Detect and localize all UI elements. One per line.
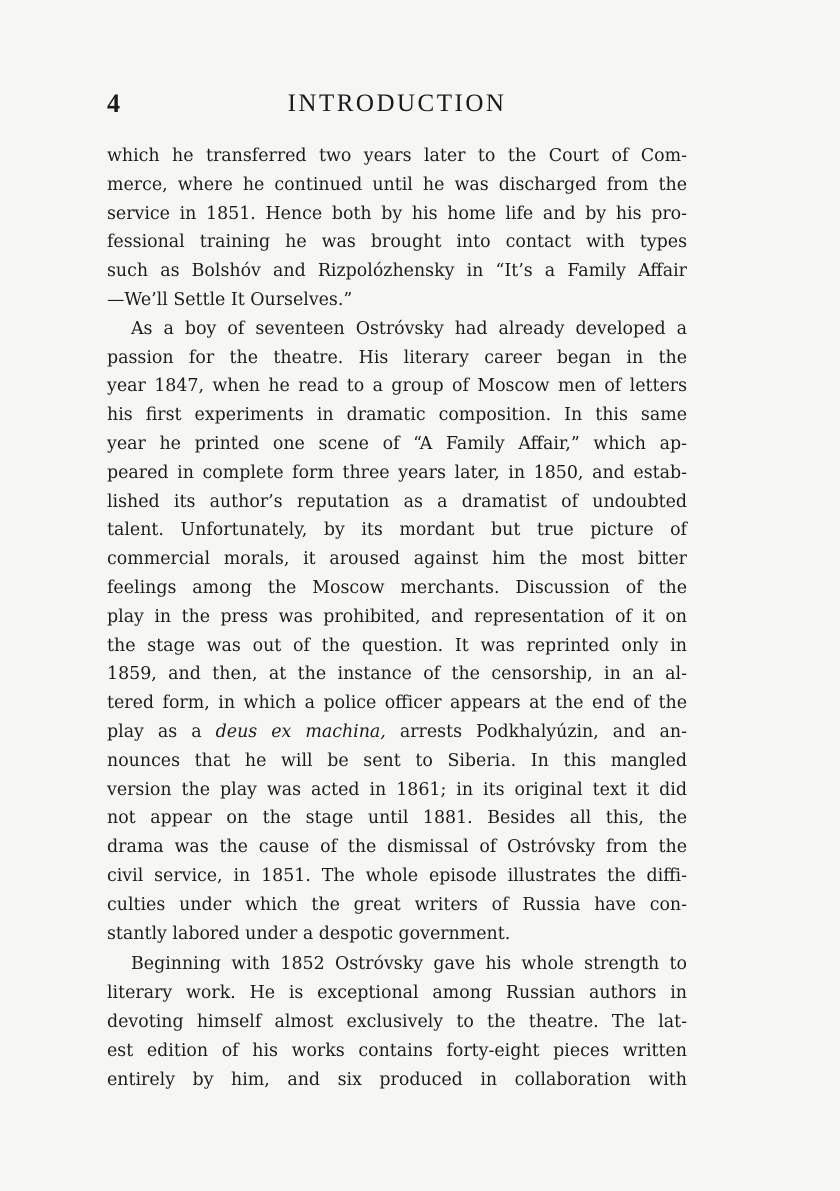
text-line: —We’ll Settle It Ourselves.”	[107, 289, 353, 310]
text-line: As a boy of seventeen Ostróvsky had already developed a	[131, 318, 687, 339]
text-line: version the play was acted in 1861; in its original text it did	[107, 779, 687, 800]
text-line: fessional training he was brought into contact with types	[107, 232, 687, 253]
page-number: 4	[107, 89, 120, 118]
running-head: INTRODUCTION	[287, 90, 507, 117]
text-segment: arrests Podkhalyúzin, and an-	[385, 721, 687, 742]
text-line: year 1847, when he read to a group of Moscow men of letters	[107, 376, 687, 397]
text-line: merce, where he continued until he was discharged from the	[107, 174, 687, 195]
text-line: not appear on the stage until 1881. Besides all this, the	[107, 808, 687, 829]
text-line: drama was the cause of the dismissal of Ostróvsky from the	[107, 837, 687, 858]
text-line: commercial morals, it aroused against him the most bitter	[107, 549, 687, 570]
text-line: est edition of his works contains forty-eight pieces written	[107, 1040, 687, 1061]
paragraph-3	[107, 950, 687, 1094]
text-line: talent. Unfortunately, by its mordant but true picture of	[107, 520, 687, 541]
text-line: tered form, in which a police officer appears at the end of the	[107, 693, 687, 714]
text-line: year he printed one scene of “A Family Affair,” which ap-	[107, 433, 687, 454]
page-header	[107, 88, 687, 124]
text-line: civil service, in 1851. The whole episode illustrates the diffi-	[107, 865, 687, 886]
text-line: lished its author’s reputation as a dramatist of undoubted	[107, 491, 687, 512]
text-line: feelings among the Moscow merchants. Discussion of the	[107, 577, 687, 598]
text-line: which he transferred two years later to the Court of Com-	[107, 146, 687, 166]
text-segment: play as a	[107, 721, 216, 742]
body-text	[107, 142, 687, 1094]
latin-phrase: deus ex machina,	[215, 721, 386, 742]
text-line: Beginning with 1852 Ostróvsky gave his whole strength to	[131, 954, 687, 975]
text-line: literary work. He is exceptional among Russian authors in	[107, 983, 687, 1004]
text-line: peared in complete form three years later, in 1850, and estab-	[107, 462, 687, 483]
paragraph-2	[107, 315, 687, 949]
text-line: play in the press was prohibited, and representation of it on	[107, 606, 687, 627]
text-line: culties under which the great writers of Russia have con-	[107, 894, 687, 915]
text-line-italic	[107, 718, 687, 747]
text-line: service in 1851. Hence both by his home life and by his pro-	[107, 203, 687, 224]
text-line: devoting himself almost exclusively to the theatre. The lat-	[107, 1011, 687, 1032]
text-line: the stage was out of the question. It was reprinted only in	[107, 635, 687, 656]
text-line: nounces that he will be sent to Siberia. In this mangled	[107, 750, 687, 771]
paragraph-1	[107, 142, 687, 315]
text-line: entirely by him, and six produced in collaboration with	[107, 1069, 687, 1090]
text-line: stantly labored under a despotic government.	[107, 923, 511, 944]
text-line: such as Bolshóv and Rizpolózhensky in “It’s a Family Affair	[107, 261, 687, 282]
text-line: passion for the theatre. His literary career began in the	[107, 347, 687, 368]
text-line: his first experiments in dramatic composition. In this same	[107, 405, 687, 426]
text-line: 1859, and then, at the instance of the censorship, in an al-	[107, 664, 687, 685]
